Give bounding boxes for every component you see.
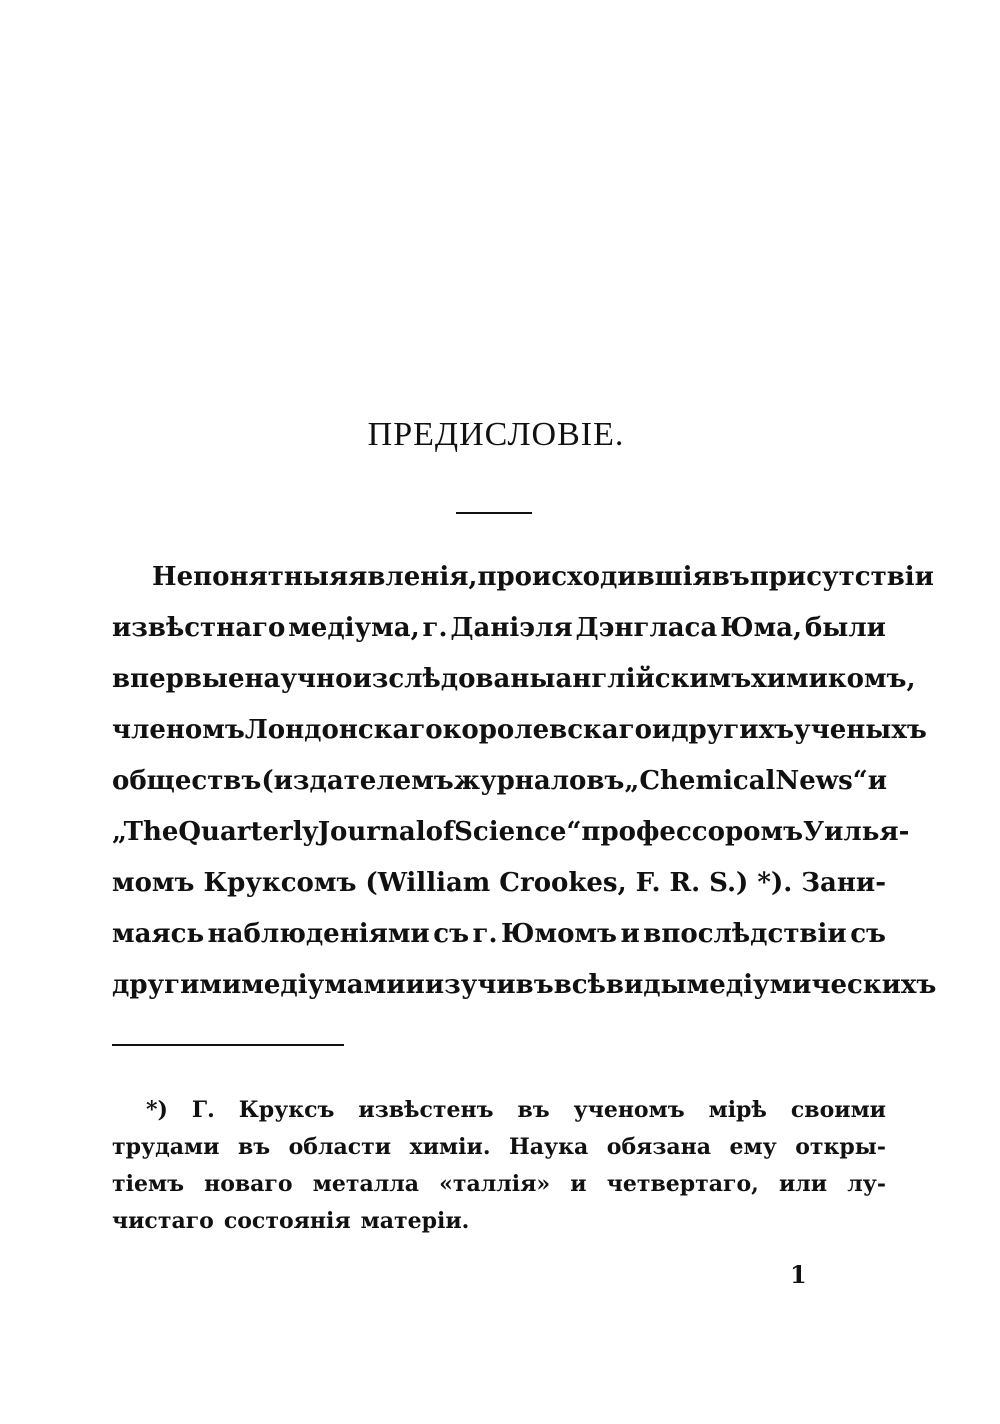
footnote-word: обязана (606, 1133, 712, 1160)
body-word: момъ (112, 867, 195, 898)
body-word: виды (605, 969, 687, 1000)
body-word: Круксомъ (203, 867, 357, 898)
body-word: Юмомъ (501, 918, 617, 949)
footnote-word: откры- (795, 1133, 886, 1160)
body-text (112, 551, 937, 1010)
footnote-word: и (570, 1170, 587, 1197)
footnote-word: мірѣ (708, 1096, 767, 1123)
body-word: журналовъ (453, 765, 625, 796)
footnote-word: своими (790, 1096, 886, 1123)
footnote-word: извѣстенъ (358, 1096, 494, 1123)
body-line (112, 704, 927, 755)
footnote-word: трудами (112, 1133, 220, 1160)
body-word: всѣ (553, 969, 606, 1000)
body-word: впослѣдствіи (643, 918, 847, 949)
body-line (112, 959, 937, 1010)
body-word: Уилья- (803, 816, 910, 847)
body-word: членомъ (112, 714, 245, 745)
body-line (112, 653, 916, 704)
body-word: News“ (775, 765, 868, 796)
footnote-word: металла (312, 1170, 419, 1197)
body-word: и (867, 765, 888, 796)
footnote-word: ему (729, 1133, 777, 1160)
body-word: (William (365, 867, 491, 898)
footnote-word: области (288, 1133, 392, 1160)
footnote-word: чистаго (112, 1207, 214, 1234)
body-word: съ (850, 918, 886, 949)
body-word: другими (112, 969, 242, 1000)
body-word: г. (422, 612, 448, 643)
body-word: извѣстнаго (112, 612, 286, 643)
body-word: и (405, 969, 425, 1000)
footnote-word: состоянія (223, 1207, 351, 1234)
footnote-line (112, 1202, 886, 1239)
body-word: (издателемъ (261, 765, 454, 796)
body-line (112, 908, 886, 959)
body-word: изучивъ (424, 969, 554, 1000)
footnote-word: «таллія» (439, 1170, 551, 1197)
body-word: англійскимъ (555, 663, 752, 694)
body-word: Quarterly (178, 816, 318, 847)
footnote-divider (112, 1044, 344, 1046)
footnote-word: химіи. (409, 1133, 491, 1160)
page-number: 1 (790, 1260, 807, 1289)
body-word: обществъ (112, 765, 262, 796)
body-word: и (651, 714, 672, 745)
body-word: королевскаго (442, 714, 652, 745)
body-word: были (804, 612, 886, 643)
body-word: г. (472, 918, 498, 949)
footnote (112, 1091, 886, 1239)
body-word: Science“ (454, 816, 582, 847)
body-word: „Chemical (624, 765, 776, 796)
body-word: изслѣдованы (352, 663, 556, 694)
footnote-word: тіемъ (112, 1170, 184, 1197)
body-line (112, 602, 886, 653)
title-divider (456, 512, 532, 514)
body-line (112, 551, 934, 602)
footnote-word: лу- (847, 1170, 886, 1197)
body-line (112, 755, 886, 806)
footnote-line (112, 1091, 886, 1128)
body-word: впервые (112, 663, 245, 694)
footnote-word: четвертаго, (606, 1170, 759, 1197)
body-word: Даніэля (450, 612, 573, 643)
body-word: въ (711, 561, 750, 592)
body-line (112, 806, 910, 857)
body-word: происходившія (477, 561, 712, 592)
body-word: явленія, (348, 561, 478, 592)
chapter-title: ПРЕДИСЛОВІЕ. (367, 416, 625, 453)
footnote-word: въ (237, 1133, 271, 1160)
body-line (112, 857, 886, 908)
body-word: F. (635, 867, 661, 898)
body-word: и (620, 918, 640, 949)
body-word: Непонятныя (152, 561, 349, 592)
body-word: медіума, (288, 612, 420, 643)
footnote-line (112, 1165, 886, 1202)
body-word: Зани- (801, 867, 886, 898)
body-word: Journal (317, 816, 426, 847)
footnote-line (112, 1128, 886, 1165)
body-word: присутствіи (749, 561, 934, 592)
body-word: Дэнгласа (575, 612, 718, 643)
body-word: химикомъ, (751, 663, 916, 694)
body-word: съ (433, 918, 470, 949)
body-word: маясь (112, 918, 205, 949)
footnote-word: матеріи. (360, 1207, 470, 1234)
footnote-word: *) (146, 1096, 168, 1123)
body-word: *). (757, 867, 793, 898)
footnote-word: въ (517, 1096, 550, 1123)
body-word: R. (669, 867, 701, 898)
body-word: научно (244, 663, 353, 694)
body-word: Лондонскаго (244, 714, 443, 745)
body-word: ученыхъ (794, 714, 927, 745)
body-word: S.) (709, 867, 749, 898)
footnote-word: Круксъ (238, 1096, 335, 1123)
footnote-word: новаго (204, 1170, 293, 1197)
body-word: Юма, (720, 612, 803, 643)
body-word: профессоромъ (581, 816, 804, 847)
body-word: „The (112, 816, 179, 847)
body-word: медіумами (241, 969, 406, 1000)
body-word: Crookes, (499, 867, 627, 898)
footnote-word: или (778, 1170, 828, 1197)
body-word: of (425, 816, 455, 847)
footnote-word: Наука (508, 1133, 589, 1160)
footnote-word: ученомъ (573, 1096, 685, 1123)
body-word: медіумическихъ (686, 969, 937, 1000)
body-word: другихъ (671, 714, 795, 745)
body-word: наблюденіями (207, 918, 430, 949)
footnote-word: Г. (191, 1096, 215, 1123)
